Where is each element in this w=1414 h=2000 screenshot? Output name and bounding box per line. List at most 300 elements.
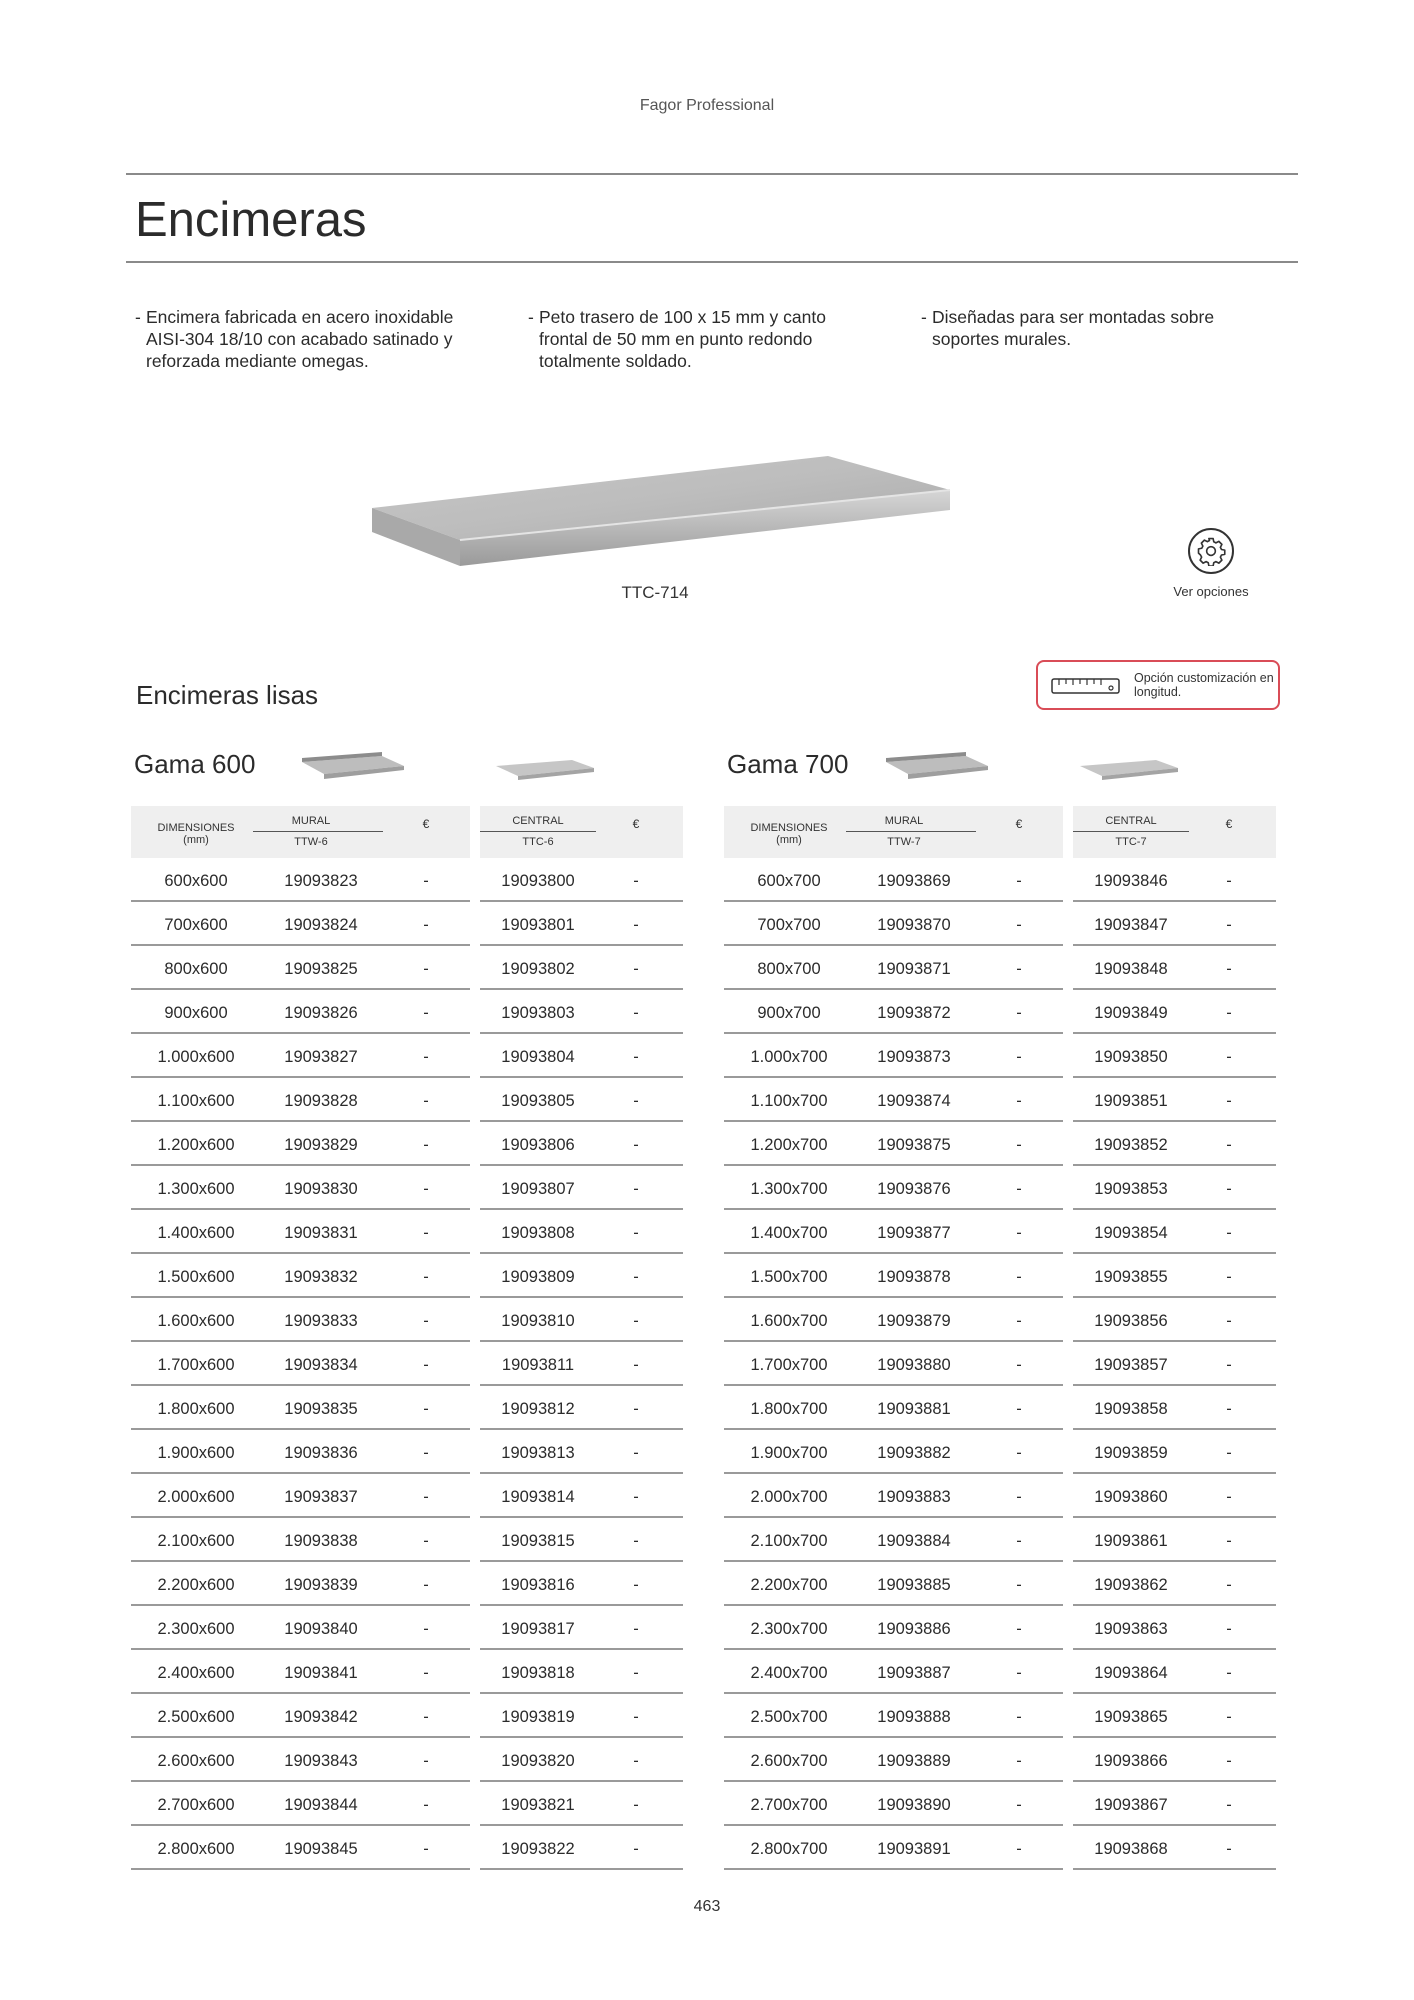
central-code-cell: 19093849	[1094, 1004, 1168, 1022]
gama-700-title: Gama 700	[727, 749, 849, 779]
price-cell: -	[1016, 1048, 1022, 1066]
product-caption: TTC-714	[621, 583, 689, 602]
table-row	[724, 1210, 1063, 1254]
dimension-cell: 2.700x700	[750, 1796, 828, 1814]
dimension-cell: 2.700x600	[157, 1796, 235, 1814]
mural-code-cell: 19093836	[284, 1444, 358, 1462]
central-code-cell: 19093863	[1094, 1620, 1168, 1638]
table-header-central	[480, 806, 683, 858]
dimension-cell: 1.400x600	[157, 1224, 235, 1242]
mural-code-cell: 19093835	[284, 1400, 358, 1418]
price-cell: -	[1226, 1224, 1232, 1242]
price-cell: -	[423, 1004, 429, 1022]
table-row	[480, 1738, 683, 1782]
mural-worktop-thumbnail	[884, 752, 990, 784]
title-rule-top	[126, 173, 1298, 175]
gama-700-mural-table	[724, 858, 1063, 1870]
table-row	[724, 1782, 1063, 1826]
central-code-cell: 19093850	[1094, 1048, 1168, 1066]
header-divider	[253, 831, 383, 832]
dimension-cell: 2.800x600	[157, 1840, 235, 1858]
mural-code-cell: 19093834	[284, 1356, 358, 1374]
mural-code-cell: 19093824	[284, 916, 358, 934]
price-cell: -	[633, 1796, 639, 1814]
table-row	[131, 1298, 470, 1342]
central-code-cell: 19093855	[1094, 1268, 1168, 1286]
table-row	[1073, 858, 1276, 902]
price-cell: -	[1226, 1048, 1232, 1066]
dimension-cell: 2.600x700	[750, 1752, 828, 1770]
bullet-text: Peto trasero de 100 x 15 mm y canto frontal de 50 mm en punto redondo totalmente soldado.	[539, 307, 826, 371]
central-code-cell: 19093805	[501, 1092, 575, 1110]
dimension-cell: 1.600x700	[750, 1312, 828, 1330]
table-row	[131, 1694, 470, 1738]
price-cell: -	[633, 1224, 639, 1242]
table-row	[1073, 1254, 1276, 1298]
table-row	[724, 1342, 1063, 1386]
mural-code-cell: 19093845	[284, 1840, 358, 1858]
price-cell: -	[423, 1576, 429, 1594]
price-cell: -	[1226, 1488, 1232, 1506]
table-row	[1073, 990, 1276, 1034]
dimension-cell: 1.100x700	[750, 1092, 828, 1110]
central-code-cell: 19093812	[501, 1400, 575, 1418]
header-dimensions: DIMENSIONES (mm)	[157, 822, 235, 846]
price-cell: -	[1226, 1532, 1232, 1550]
view-options-label[interactable]: Ver opciones	[1173, 584, 1249, 599]
header-mural-model: TTW-7	[887, 836, 921, 848]
table-row	[1073, 1474, 1276, 1518]
table-row	[724, 1298, 1063, 1342]
mural-code-cell: 19093879	[877, 1312, 951, 1330]
mural-code-cell: 19093872	[877, 1004, 951, 1022]
table-row	[131, 858, 470, 902]
price-cell: -	[633, 1180, 639, 1198]
price-cell: -	[1016, 1224, 1022, 1242]
price-cell: -	[423, 1752, 429, 1770]
mural-worktop-thumbnail	[300, 752, 406, 784]
table-row	[131, 1826, 470, 1870]
price-cell: -	[423, 1620, 429, 1638]
mural-code-cell: 19093870	[877, 916, 951, 934]
mural-code-cell: 19093828	[284, 1092, 358, 1110]
mural-code-cell: 19093869	[877, 872, 951, 890]
central-code-cell: 19093820	[501, 1752, 575, 1770]
price-cell: -	[1226, 1840, 1232, 1858]
price-cell: -	[1226, 1620, 1232, 1638]
price-cell: -	[633, 1444, 639, 1462]
gear-icon	[1196, 536, 1226, 566]
price-cell: -	[1016, 960, 1022, 978]
table-row	[1073, 1606, 1276, 1650]
gama-600-central-table	[480, 858, 683, 1870]
central-code-cell: 19093856	[1094, 1312, 1168, 1330]
mural-code-cell: 19093884	[877, 1532, 951, 1550]
dimension-cell: 2.200x600	[157, 1576, 235, 1594]
central-code-cell: 19093848	[1094, 960, 1168, 978]
mural-code-cell: 19093829	[284, 1136, 358, 1154]
table-row	[724, 1606, 1063, 1650]
central-code-cell: 19093817	[501, 1620, 575, 1638]
price-cell: -	[1226, 1092, 1232, 1110]
table-row	[480, 858, 683, 902]
dimension-cell: 1.700x600	[157, 1356, 235, 1374]
price-cell: -	[1226, 1576, 1232, 1594]
central-code-cell: 19093818	[501, 1664, 575, 1682]
central-code-cell: 19093846	[1094, 872, 1168, 890]
table-row	[724, 858, 1063, 902]
price-cell: -	[1226, 1356, 1232, 1374]
central-code-cell: 19093808	[501, 1224, 575, 1242]
central-worktop-thumbnail	[494, 756, 598, 784]
table-row	[480, 1518, 683, 1562]
table-row	[1073, 1122, 1276, 1166]
price-cell: -	[1016, 1664, 1022, 1682]
price-cell: -	[1016, 1356, 1022, 1374]
table-row	[1073, 1694, 1276, 1738]
view-options-button[interactable]	[1188, 528, 1234, 574]
mural-code-cell: 19093832	[284, 1268, 358, 1286]
table-row	[131, 1122, 470, 1166]
dimension-cell: 2.300x700	[750, 1620, 828, 1638]
dimension-cell: 1.700x700	[750, 1356, 828, 1374]
central-code-cell: 19093851	[1094, 1092, 1168, 1110]
mural-code-cell: 19093888	[877, 1708, 951, 1726]
table-row	[131, 1738, 470, 1782]
price-cell: -	[633, 1268, 639, 1286]
price-cell: -	[1016, 1752, 1022, 1770]
price-cell: -	[1016, 1576, 1022, 1594]
table-row	[480, 1166, 683, 1210]
table-row	[480, 1782, 683, 1826]
title-rule-bottom	[126, 261, 1298, 263]
dimension-cell: 2.500x600	[157, 1708, 235, 1726]
price-cell: -	[423, 960, 429, 978]
table-row	[131, 1254, 470, 1298]
table-row	[724, 946, 1063, 990]
central-code-cell: 19093815	[501, 1532, 575, 1550]
customization-badge	[1036, 660, 1280, 710]
table-row	[480, 1078, 683, 1122]
price-cell: -	[1016, 1268, 1022, 1286]
price-cell: -	[1226, 1400, 1232, 1418]
central-code-cell: 19093821	[501, 1796, 575, 1814]
price-cell: -	[423, 1796, 429, 1814]
table-row	[724, 1650, 1063, 1694]
dimension-cell: 1.300x700	[750, 1180, 828, 1198]
bullet-dash: -	[921, 307, 927, 327]
price-cell: -	[1226, 872, 1232, 890]
table-row	[480, 946, 683, 990]
mural-code-cell: 19093877	[877, 1224, 951, 1242]
bullet-text: Diseñadas para ser montadas sobre soportes murales.	[932, 307, 1215, 349]
central-code-cell: 19093858	[1094, 1400, 1168, 1418]
table-row	[724, 1518, 1063, 1562]
dimension-cell: 2.200x700	[750, 1576, 828, 1594]
header-mural: MURAL	[884, 815, 924, 827]
price-cell: -	[633, 1576, 639, 1594]
table-row	[724, 1386, 1063, 1430]
price-cell: -	[1016, 1136, 1022, 1154]
table-row	[131, 1342, 470, 1386]
price-cell: -	[633, 1488, 639, 1506]
mural-code-cell: 19093831	[284, 1224, 358, 1242]
page-number: 463	[693, 1898, 721, 1915]
mural-code-cell: 19093839	[284, 1576, 358, 1594]
section-title: Encimeras lisas	[136, 680, 319, 710]
price-cell: -	[423, 1180, 429, 1198]
customization-text: Opción customización en longitud.	[1134, 671, 1274, 699]
bullet-text: Encimera fabricada en acero inoxidable AISI-304 18/10 con acabado satinado y reforzada mediante omegas.	[146, 307, 454, 371]
table-row	[1073, 1210, 1276, 1254]
price-cell: -	[1226, 1444, 1232, 1462]
table-row	[724, 902, 1063, 946]
mural-code-cell: 19093833	[284, 1312, 358, 1330]
table-row	[480, 1034, 683, 1078]
central-code-cell: 19093801	[501, 916, 575, 934]
table-row	[480, 902, 683, 946]
table-header-mural	[131, 806, 470, 858]
price-cell: -	[423, 916, 429, 934]
price-cell: -	[423, 1136, 429, 1154]
price-cell: -	[633, 1840, 639, 1858]
dimension-cell: 2.400x600	[157, 1664, 235, 1682]
header-central: CENTRAL	[512, 815, 564, 827]
price-cell: -	[1226, 1004, 1232, 1022]
central-code-cell: 19093847	[1094, 916, 1168, 934]
central-code-cell: 19093860	[1094, 1488, 1168, 1506]
price-cell: -	[633, 1620, 639, 1638]
price-cell: -	[423, 1708, 429, 1726]
price-cell: -	[633, 872, 639, 890]
dimension-cell: 2.400x700	[750, 1664, 828, 1682]
table-row	[131, 1518, 470, 1562]
central-code-cell: 19093853	[1094, 1180, 1168, 1198]
price-cell: -	[633, 1312, 639, 1330]
price-cell: -	[423, 1488, 429, 1506]
price-cell: -	[1016, 872, 1022, 890]
table-row	[1073, 1430, 1276, 1474]
central-code-cell: 19093813	[501, 1444, 575, 1462]
gama-600-mural-table	[131, 858, 470, 1870]
table-row	[131, 946, 470, 990]
central-code-cell: 19093867	[1094, 1796, 1168, 1814]
price-cell: -	[423, 1092, 429, 1110]
table-row	[131, 990, 470, 1034]
central-code-cell: 19093806	[501, 1136, 575, 1154]
table-row	[1073, 1826, 1276, 1870]
table-row	[1073, 1650, 1276, 1694]
header-dimensions: DIMENSIONES (mm)	[750, 822, 828, 846]
price-cell: -	[633, 1136, 639, 1154]
price-cell: -	[1226, 1180, 1232, 1198]
dimension-cell: 1.500x700	[750, 1268, 828, 1286]
mural-code-cell: 19093825	[284, 960, 358, 978]
price-cell: -	[633, 1708, 639, 1726]
dimension-cell: 1.000x700	[750, 1048, 828, 1066]
price-cell: -	[423, 1224, 429, 1242]
table-row	[480, 1342, 683, 1386]
dimension-cell: 700x600	[164, 916, 228, 934]
mural-code-cell: 19093842	[284, 1708, 358, 1726]
price-cell: -	[1016, 1092, 1022, 1110]
mural-code-cell: 19093885	[877, 1576, 951, 1594]
dimension-cell: 1.300x600	[157, 1180, 235, 1198]
dimension-cell: 800x700	[757, 960, 821, 978]
price-cell: -	[1016, 1444, 1022, 1462]
central-code-cell: 19093802	[501, 960, 575, 978]
price-cell: -	[1016, 1840, 1022, 1858]
price-cell: -	[1016, 916, 1022, 934]
header-price: €	[422, 817, 430, 831]
dimension-cell: 2.100x600	[157, 1532, 235, 1550]
header-central-model: TTC-6	[522, 836, 554, 848]
price-cell: -	[1226, 1136, 1232, 1154]
dimension-cell: 1.800x700	[750, 1400, 828, 1418]
table-row	[480, 1122, 683, 1166]
mural-code-cell: 19093826	[284, 1004, 358, 1022]
worktop-illustration	[360, 440, 1040, 590]
table-header-mural	[724, 806, 1063, 858]
central-code-cell: 19093859	[1094, 1444, 1168, 1462]
price-cell: -	[1226, 960, 1232, 978]
mural-code-cell: 19093889	[877, 1752, 951, 1770]
header-price: €	[1015, 817, 1023, 831]
central-code-cell: 19093852	[1094, 1136, 1168, 1154]
table-row	[131, 1562, 470, 1606]
price-cell: -	[633, 1004, 639, 1022]
dimension-cell: 1.100x600	[157, 1092, 235, 1110]
central-code-cell: 19093822	[501, 1840, 575, 1858]
dimension-cell: 900x600	[164, 1004, 228, 1022]
table-row	[480, 1298, 683, 1342]
dimension-cell: 1.900x600	[157, 1444, 235, 1462]
price-cell: -	[633, 916, 639, 934]
table-row	[724, 1474, 1063, 1518]
table-row	[1073, 1518, 1276, 1562]
price-cell: -	[1016, 1532, 1022, 1550]
dimension-cell: 1.200x700	[750, 1136, 828, 1154]
mural-code-cell: 19093823	[284, 872, 358, 890]
price-cell: -	[1016, 1180, 1022, 1198]
ruler-icon	[1051, 676, 1121, 696]
mural-code-cell: 19093886	[877, 1620, 951, 1638]
bullet-dash: -	[528, 307, 534, 327]
table-row	[131, 1166, 470, 1210]
price-cell: -	[423, 1356, 429, 1374]
dimension-cell: 2.000x700	[750, 1488, 828, 1506]
table-row	[480, 1694, 683, 1738]
dimension-cell: 2.500x700	[750, 1708, 828, 1726]
table-row	[480, 1606, 683, 1650]
table-row	[480, 1430, 683, 1474]
mural-code-cell: 19093874	[877, 1092, 951, 1110]
mural-code-cell: 19093887	[877, 1664, 951, 1682]
dimension-cell: 900x700	[757, 1004, 821, 1022]
mural-code-cell: 19093840	[284, 1620, 358, 1638]
central-code-cell: 19093862	[1094, 1576, 1168, 1594]
price-cell: -	[423, 1840, 429, 1858]
header-divider	[846, 831, 976, 832]
central-code-cell: 19093854	[1094, 1224, 1168, 1242]
dimension-cell: 1.400x700	[750, 1224, 828, 1242]
price-cell: -	[633, 1356, 639, 1374]
price-cell: -	[633, 1092, 639, 1110]
table-row	[1073, 1078, 1276, 1122]
central-code-cell: 19093807	[501, 1180, 575, 1198]
dimension-cell: 2.100x700	[750, 1532, 828, 1550]
price-cell: -	[1016, 1796, 1022, 1814]
header-central-model: TTC-7	[1115, 836, 1147, 848]
central-code-cell: 19093811	[501, 1356, 575, 1374]
table-row	[724, 1826, 1063, 1870]
table-row	[131, 902, 470, 946]
table-header-central	[1073, 806, 1276, 858]
price-cell: -	[1226, 1796, 1232, 1814]
table-row	[724, 1694, 1063, 1738]
table-row	[724, 1430, 1063, 1474]
mural-code-cell: 19093841	[284, 1664, 358, 1682]
mural-code-cell: 19093837	[284, 1488, 358, 1506]
brand-header: Fagor Professional	[639, 97, 775, 114]
header-price: €	[632, 817, 640, 831]
mural-code-cell: 19093878	[877, 1268, 951, 1286]
table-row	[131, 1474, 470, 1518]
table-row	[480, 1386, 683, 1430]
table-row	[1073, 1386, 1276, 1430]
feature-bullet	[921, 306, 1261, 350]
price-cell: -	[423, 1664, 429, 1682]
central-code-cell: 19093819	[501, 1708, 575, 1726]
header-divider	[480, 831, 596, 832]
central-code-cell: 19093804	[501, 1048, 575, 1066]
table-row	[1073, 1034, 1276, 1078]
mural-code-cell: 19093875	[877, 1136, 951, 1154]
gama-700-central-table	[1073, 858, 1276, 1870]
table-row	[131, 1430, 470, 1474]
table-row	[480, 1210, 683, 1254]
dimension-cell: 1.900x700	[750, 1444, 828, 1462]
central-code-cell: 19093864	[1094, 1664, 1168, 1682]
price-cell: -	[1226, 1664, 1232, 1682]
price-cell: -	[1016, 1004, 1022, 1022]
central-code-cell: 19093868	[1094, 1840, 1168, 1858]
table-row	[131, 1650, 470, 1694]
central-code-cell: 19093803	[501, 1004, 575, 1022]
mural-code-cell: 19093882	[877, 1444, 951, 1462]
price-cell: -	[1226, 1268, 1232, 1286]
mural-code-cell: 19093844	[284, 1796, 358, 1814]
dimension-cell: 1.600x600	[157, 1312, 235, 1330]
price-cell: -	[423, 872, 429, 890]
price-cell: -	[423, 1268, 429, 1286]
price-cell: -	[633, 960, 639, 978]
price-cell: -	[423, 1532, 429, 1550]
mural-code-cell: 19093876	[877, 1180, 951, 1198]
central-worktop-thumbnail	[1078, 756, 1182, 784]
table-row	[480, 1650, 683, 1694]
table-row	[1073, 1782, 1276, 1826]
mural-code-cell: 19093880	[877, 1356, 951, 1374]
table-row	[131, 1782, 470, 1826]
dimension-cell: 1.800x600	[157, 1400, 235, 1418]
table-row	[1073, 1738, 1276, 1782]
dimension-cell: 700x700	[757, 916, 821, 934]
table-row	[724, 1738, 1063, 1782]
table-row	[1073, 946, 1276, 990]
price-cell: -	[1226, 1312, 1232, 1330]
table-row	[1073, 1562, 1276, 1606]
